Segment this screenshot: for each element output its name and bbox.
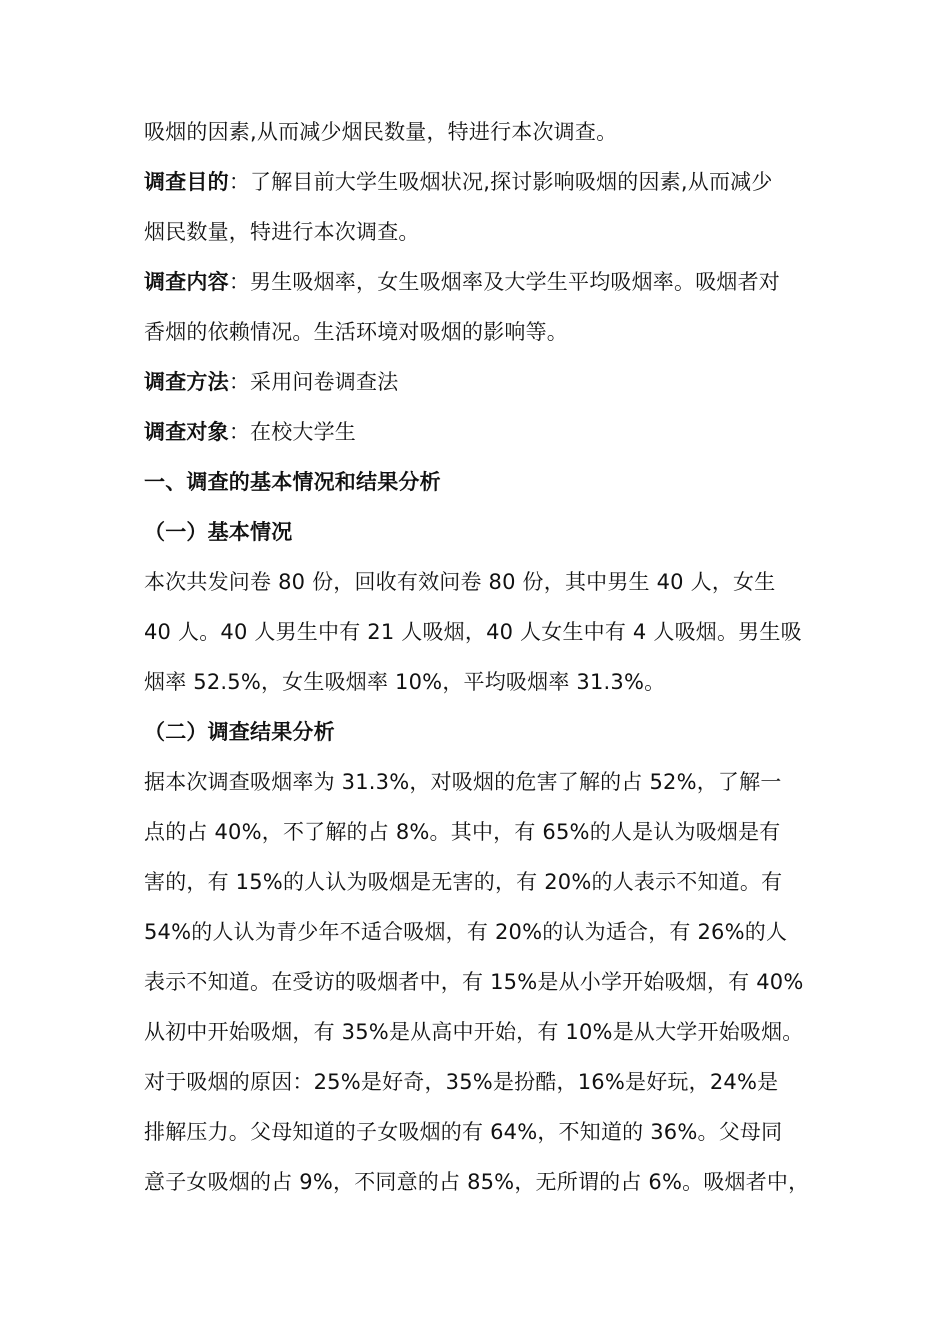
- paragraph-line: 本次共发问卷 80 份，回收有效问卷 80 份，其中男生 40 人，女生: [144, 570, 776, 594]
- paragraph-line: 对于吸烟的原因：25%是好奇，35%是扮酷，16%是好玩，24%是: [144, 1070, 779, 1094]
- paragraph-line: 排解压力。父母知道的子女吸烟的有 64%，不知道的 36%。父母同: [144, 1120, 783, 1144]
- paragraph-line: 表示不知道。在受访的吸烟者中，有 15%是从小学开始吸烟，有 40%: [144, 970, 804, 994]
- subsection-heading-basic: （一）基本情况: [144, 520, 293, 544]
- paragraph-line: 40 人。40 人男生中有 21 人吸烟，40 人女生中有 4 人吸烟。男生吸: [144, 620, 802, 644]
- paragraph-line: 据本次调查吸烟率为 31.3%，对吸烟的危害了解的占 52%，了解一: [144, 770, 782, 794]
- paragraph-line: 意子女吸烟的占 9%，不同意的占 85%，无所谓的占 6%。吸烟者中，: [144, 1170, 810, 1194]
- paragraph-line: 害的，有 15%的人认为吸烟是无害的，有 20%的人表示不知道。有: [144, 870, 783, 894]
- document-page: [144, 107, 810, 1207]
- subject-label: 调查对象: [144, 420, 229, 444]
- method-text: ：采用问卷调查法: [228, 370, 399, 394]
- content-line-1: [144, 257, 810, 307]
- purpose-line-2: 烟民数量，特进行本次调查。: [144, 220, 420, 244]
- purpose-text: ：了解目前大学生吸烟状况,探讨影响吸烟的因素,从而减少: [228, 170, 773, 194]
- purpose-label: 调查目的: [144, 170, 229, 194]
- content-line-2: 香烟的依赖情况。生活环境对吸烟的影响等。: [144, 320, 568, 344]
- section-heading: 一、调查的基本情况和结果分析: [144, 470, 441, 494]
- intro-tail-line: 吸烟的因素,从而减少烟民数量，特进行本次调查。: [144, 120, 618, 144]
- method-line: [144, 357, 810, 407]
- subsection-heading-analysis: （二）调查结果分析: [144, 720, 335, 744]
- content-text: ：男生吸烟率，女生吸烟率及大学生平均吸烟率。吸烟者对: [228, 270, 781, 294]
- paragraph-line: 烟率 52.5%，女生吸烟率 10%，平均吸烟率 31.3%。: [144, 670, 666, 694]
- method-label: 调查方法: [144, 370, 229, 394]
- paragraph-line: 点的占 40%，不了解的占 8%。其中，有 65%的人是认为吸烟是有: [144, 820, 781, 844]
- content-label: 调查内容: [144, 270, 229, 294]
- purpose-line-1: [144, 157, 810, 207]
- paragraph-line: 从初中开始吸烟，有 35%是从高中开始，有 10%是从大学开始吸烟。: [144, 1020, 804, 1044]
- subject-text: ：在校大学生: [228, 420, 357, 444]
- subject-line: [144, 407, 810, 457]
- paragraph-line: 54%的人认为青少年不适合吸烟，有 20%的认为适合，有 26%的人: [144, 920, 788, 944]
